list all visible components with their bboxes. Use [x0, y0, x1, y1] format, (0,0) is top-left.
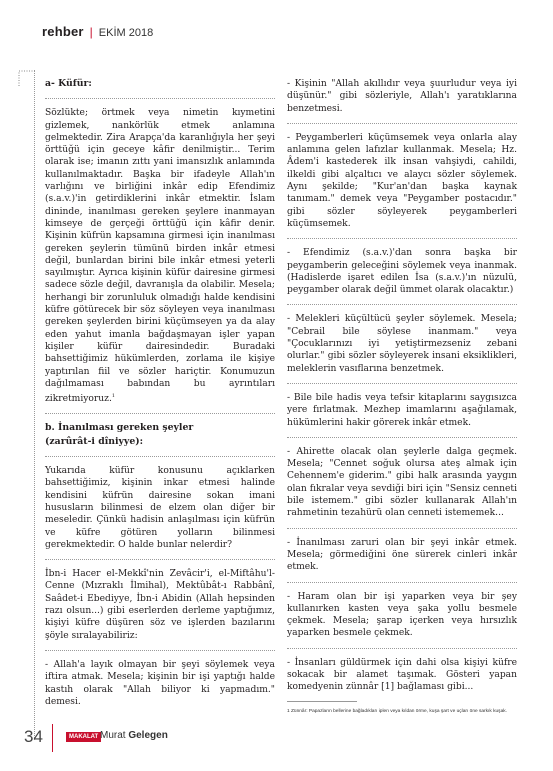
divider	[287, 304, 517, 305]
divider	[287, 582, 517, 583]
divider	[45, 413, 275, 414]
right-column	[287, 78, 517, 715]
divider	[287, 238, 517, 239]
footer-rule	[52, 724, 53, 752]
paragraph: İbn-i Hacer el-Mekkî'nin Zevâcir'i, el-Miftâhu'l-Cenne (Mızraklı İlmihal), Mektûbât-ı Rabbânî, Saâdet-i Ebediyye, İbn-i Abidin (Allah hepsinden razı olsun...) gibi eserlerden derleme yaptığımız, kişiyi küfre düşüren söz ve işlerden bazılarını şöyle sıralayabiliriz:	[45, 569, 275, 641]
divider	[45, 456, 275, 457]
list-item: - Ahirette olacak olan şeylerle dalga geçmek. Mesela; "Cennet soğuk olursa ateş almak için Cehennem'e giderim." gibi halk arasında yaygın olan fıkralar veya sevdiği biri için "Sensiz cenneti bile istemem." gibi sözler kullanarak Allah'ın rahmetinin tezahürü olan cenneti istememek...	[287, 446, 517, 519]
list-item: - Bile bile hadis veya tefsir kitaplarını saygısızca yere fırlatmak. Mezhep imamlarını aşağılamak, hükümlerini hakir görerek inkâr etmek.	[287, 392, 517, 428]
paragraph: Yukarıda küfür konusunu açıklarken bahsettiğimiz, kişinin inkar etmesi halinde kendisini küfrün dairesine sokan imani hususların bilinmesi de elzem olan diğer bir meseledir. Çünkü hadisin anlaşılması için küfrün ve küfre götüren yolların bilinmesi gerekmektedir. O halde bunlar nelerdir?	[45, 466, 275, 550]
margin-rule	[34, 70, 35, 740]
paragraph: Sözlükte; örtmek veya nimetin kıymetini gizlemek, nankörlük etmek anlamına gelmektedir. Zira Arapça'da karanlığıyla her şeyi örttüğü için geceye kâfir denilmiştir... Terim olarak ise; imanın zıttı yani imansızlık anlamında kullanılmaktadır. Başka bir ifadeyle Allah'ın varlığını ve birliğini inkâr edip Efendimiz (s.a.v.)'in getirdiklerini inkâr etmektir. İslam dininde, inanılması gereken şeylere inanmayan kimseye de gerçeği örttüğü için kâfir denir. Kişinin küfrün kapsamına girmesi için inanılması gereken şeylerin tümünü birden inkâr etmesi değil, bunlardan birini bile inkâr etmesi yeterli sayılmıştır. Ayrıca kişinin küfür dairesine girmesi sadece sözle değil, davranışla da olabilir. Mesela; herhangi bir zorunluluk olmadığı halde kendisini küfre götürecek bir söz söyleyen veya inanılması gereken şeylerden birini küçümseyen ya da alay eden yahut imanla bağdaşmayan işler yapan kişiler küfür dairesindedir. Buradaki bahsettiğimiz hükümlerden, zorlama ile kişiye yaptırılan fiil ve sözler hariçtir. Konumuzun dağılmaması babından bu ayrıntıları zikretmiyoruz.$^1$	[45, 108, 275, 405]
divider	[287, 437, 517, 438]
page-number: 34	[24, 727, 43, 746]
section-heading-kufur: a- Küfür:	[45, 78, 92, 89]
magazine-brand: rehber	[42, 24, 84, 39]
list-item: - Peygamberleri küçümsemek veya onlarla alay anlamına gelen lafızlar kullanmak. Mesela; Hz. Âdem'i kastederek ilk insan vahşiydi, cahildi, ilkeldi gibi alçaltıcı ve alaycı sözler söylemek. Aynı şekilde; "Kur'an'dan başka kaynak tanımam." demek veya "Peygamber postacıdır." gibi sözler söyleyerek peygamberleri küçümsemek.	[287, 132, 517, 229]
divider	[287, 123, 517, 124]
divider	[45, 650, 275, 651]
footnote-ref: 1	[111, 393, 116, 400]
divider	[45, 559, 275, 560]
list-item: - İnsanları güldürmek için dahi olsa kişiyi küfre sokacak bir alamet taşımak. Gösteri yapan komedyenin zünnâr [1] bağlaması gibi...	[287, 657, 517, 693]
divider	[287, 648, 517, 649]
issue-date: EKİM 2018	[98, 27, 154, 39]
page-footer	[12, 727, 542, 750]
list-item: - İnanılması zaruri olan bir şeyi inkâr etmek. Mesela; görmediğini öne sürerek cinleri inkâr etmek.	[287, 537, 517, 573]
list-item: - Haram olan bir işi yaparken veya bir şey kullanırken kasten veya şaka yollu besmele çekmek. Mesela; şarap içerken veya hırsızlık yaparken besmele çekmek.	[287, 591, 517, 639]
section-subheading: (zarûrât-i dîniyye):	[45, 435, 144, 447]
list-item: - Efendimiz (s.a.v.)'dan sonra başka bir peygamberin geleceğini söylemek veya inanmak. (Hadislerde işaret edilen İsa (s.a.v.)'ın nüzulü, peygamber olarak değil ümmet olarak olacaktır.)	[287, 248, 517, 296]
divider	[287, 383, 517, 384]
footnote: 1 Zünnâr: Papazların bellerine bağladıkları iplen veya kıldan örme, kuşa şart ve uçları öne sarkık kuşak.	[287, 708, 507, 714]
page-header	[42, 24, 153, 44]
section-heading-inanilmasi: b. İnanılması gereken şeyler	[45, 422, 194, 434]
list-item: - Kişinin "Allah akıllıdır veya şuurludur veya iyi düşünür." gibi sözleriyle, Allah'ı yaratıklarına benzetmesi.	[287, 79, 517, 114]
section-tag: MAKALAT	[66, 732, 101, 742]
divider	[287, 528, 517, 529]
author-name: Murat Gelegen	[100, 730, 168, 741]
footnote-rule	[287, 701, 357, 702]
list-item: - Melekleri küçültücü şeyler söylemek. Mesela; "Cebrail bile söylese inanmam." veya "Çocuklarınızı iyi yetiştirmezseniz zebani olurlar." gibi sözler söyleyerek insani eksiklikleri, meleklerin vasıflarına benzetmek.	[287, 314, 517, 374]
left-column	[45, 78, 275, 715]
divider	[45, 98, 275, 99]
paragraph: - Allah'a layık olmayan bir şeyi söylemek veya iftira atmak. Mesela; kişinin bir işi yaptığı halde kastıh olarak "Allah biliyor ki yapmadım." demesi.	[45, 659, 275, 707]
header-separator: |	[89, 25, 93, 39]
